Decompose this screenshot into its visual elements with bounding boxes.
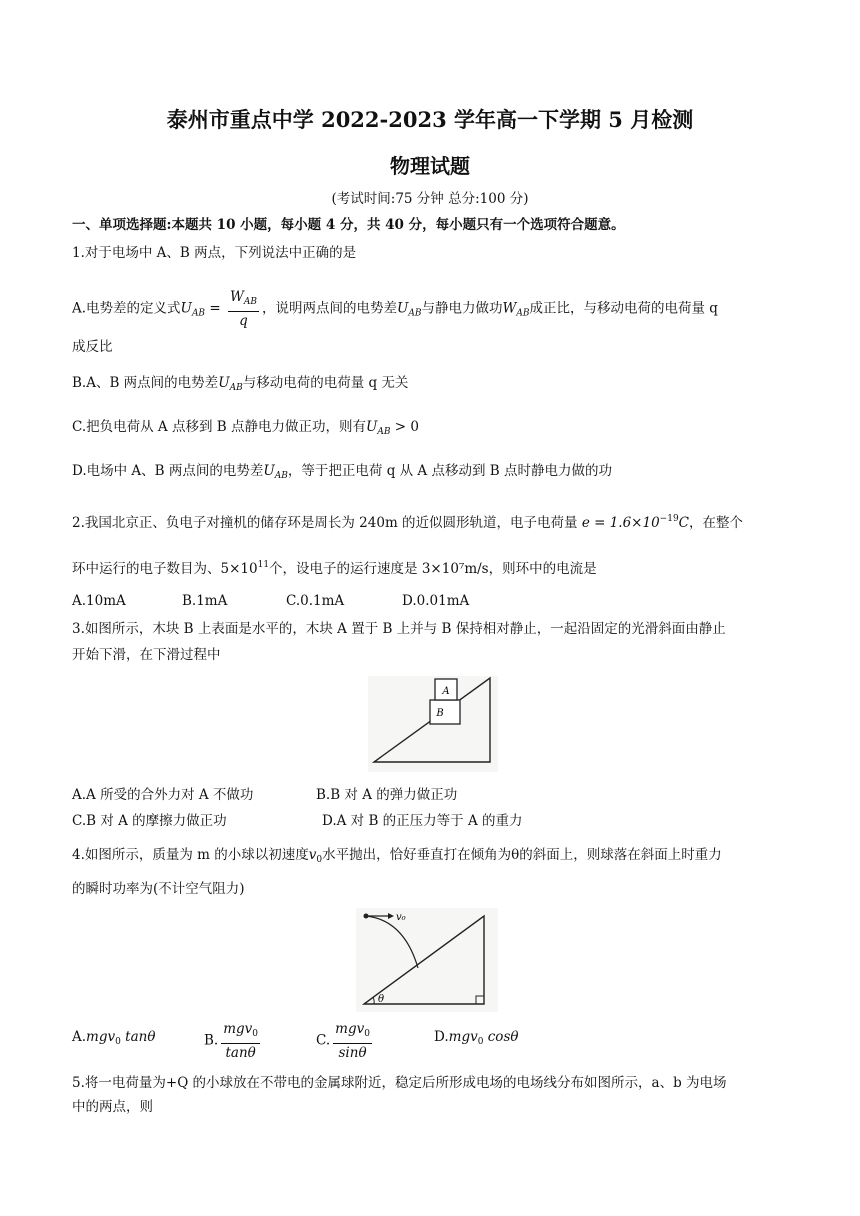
q1-b-tail: 与移动电荷的电荷量 q 无关	[242, 375, 409, 391]
q1-c-prefix: C.把负电荷从 A 点移到 B 点静电力做正功，则有	[72, 419, 366, 435]
q2-charge: e = 1.6×10	[581, 515, 660, 531]
q4-a-tail: tanθ	[125, 1029, 156, 1045]
q4-c-sub: 0	[364, 1029, 370, 1039]
q4-b-num: mgv	[223, 1021, 253, 1037]
q2-charge-unit: C	[678, 515, 690, 531]
formula-w-sub: AB	[243, 297, 257, 307]
q4-a-label: A.	[72, 1029, 87, 1045]
q1-option-c	[72, 418, 419, 441]
q3-option-c: C.B 对 A 的摩擦力做正功	[72, 813, 227, 829]
q4-c-label: C.	[316, 1032, 331, 1049]
q2-line2-tail: 个，设电子的运行速度是 3×10⁷m/s，则环中的电流是	[269, 561, 597, 577]
block-b-label: B	[436, 708, 444, 719]
q4-b-label: B.	[204, 1032, 219, 1049]
formula-u-5: U	[263, 463, 275, 479]
page-subtitle: 物理试题	[390, 154, 470, 178]
q4-a-expr: mgv	[86, 1029, 116, 1045]
q5-line1: 5.将一电荷量为+Q 的小球放在不带电的金属球附近，稳定后所形成电场的电场线分布如图所示，a、b 为电场	[72, 1075, 727, 1091]
q1-a-mid2: 与静电力做功	[421, 300, 503, 317]
q3-line2: 开始下滑，在下滑过程中	[72, 647, 221, 663]
q4-b-den: tanθ	[225, 1045, 256, 1061]
q4-v0: v	[308, 847, 317, 863]
block-b	[430, 700, 460, 724]
q2-option-c: C.0.1mA	[286, 593, 345, 609]
q4-c-den: sinθ	[338, 1045, 367, 1061]
q4-line1	[72, 846, 722, 869]
formula-u-3: U	[218, 375, 230, 391]
q4-a-sub: 0	[115, 1037, 121, 1047]
q2-count-exp: 11	[257, 560, 270, 570]
formula-ab-sub-2: AB	[408, 308, 422, 319]
q1-b-prefix: B.A、B 两点间的电势差	[72, 375, 219, 391]
q4-c-fraction	[333, 1020, 372, 1062]
q4-d-expr: mgv	[448, 1029, 478, 1045]
q1-option-d	[72, 462, 612, 485]
q1-a-mid: ，说明两点间的电势差	[261, 300, 397, 317]
q4-option-d	[434, 1028, 519, 1051]
q1-c-tail: > 0	[394, 419, 419, 435]
equals-sign: =	[209, 300, 221, 317]
q2-option-a: A.10mA	[72, 593, 126, 609]
q4-c-num: mgv	[335, 1021, 365, 1037]
exam-info: (考试时间:75 分钟 总分:100 分)	[331, 191, 529, 207]
formula-u: U	[180, 300, 192, 317]
q2-line2	[72, 556, 597, 578]
q2-line2-prefix: 环中运行的电子数目为、	[72, 561, 221, 577]
q4-option-b	[204, 1020, 263, 1062]
q4-option-a	[72, 1028, 155, 1051]
q4-v0-sub: 0	[316, 855, 323, 865]
q2-line1-tail: ，在整个	[689, 515, 744, 531]
projectile-figure	[356, 908, 498, 1012]
q4-b-sub: 0	[252, 1029, 259, 1039]
formula-ab-sub: AB	[191, 308, 206, 319]
q1-a-continuation: 成反比	[72, 339, 113, 355]
incline-figure	[368, 676, 498, 772]
q1-d-prefix: D.电场中 A、B 两点间的电势差	[72, 463, 264, 479]
page-title: 泰州市重点中学 2022-2023 学年高一下学期 5 月检测	[166, 107, 694, 132]
formula-u-4: U	[365, 419, 378, 435]
q3-line1: 3.如图所示，木块 B 上表面是水平的，木块 A 置于 B 上并与 B 保持相对静止，一起沿固定的光滑斜面由静止	[72, 621, 726, 637]
q1-stem: 1.对于电场中 A、B 两点，下列说法中正确的是	[72, 245, 357, 261]
q2-count: 5×10	[220, 561, 258, 577]
q2-line1-prefix: 2.我国北京正、负电子对撞机的储存环是周长为 240m 的近似圆形轨道，电子电荷量	[72, 515, 578, 531]
q2-charge-exp: −19	[659, 514, 679, 524]
formula-q: q	[239, 313, 248, 329]
section-heading: 一、单项选择题:本题共 10 小题，每小题 4 分，共 40 分，每小题只有一个选项符合题意。	[72, 217, 625, 233]
q4-line1-tail: 水平抛出，恰好垂直打在倾角为θ的斜面上，则球落在斜面上时重力	[322, 847, 722, 863]
q5-line2: 中的两点，则	[72, 1099, 153, 1115]
q4-line1-prefix: 4.如图所示，质量为 m 的小球以初速度	[72, 847, 309, 863]
q4-line2: 的瞬时功率为(不计空气阻力)	[72, 881, 245, 897]
q3-option-d: D.A 对 B 的正压力等于 A 的重力	[322, 813, 523, 829]
formula-w-sub-2: AB	[516, 308, 530, 319]
formula-w-2: W	[502, 300, 517, 317]
q3-option-a: A.A 所受的合外力对 A 不做功	[72, 787, 254, 803]
q4-d-tail: cosθ	[487, 1029, 519, 1045]
q1-option-a	[72, 288, 718, 330]
q4-d-sub: 0	[477, 1037, 484, 1047]
formula-fraction	[228, 288, 259, 330]
q3-option-b: B.B 对 A 的弹力做正功	[316, 787, 458, 803]
q2-line1	[72, 510, 743, 532]
q2-option-d: D.0.01mA	[402, 593, 470, 609]
q1-a-prefix: A.电势差的定义式	[72, 300, 181, 317]
q4-b-fraction	[221, 1020, 260, 1062]
formula-w: W	[229, 289, 244, 305]
theta-label: θ	[378, 994, 385, 1005]
q1-d-tail: ，等于把正电荷 q 从 A 点移动到 B 点时静电力做的功	[287, 463, 612, 479]
formula-u-2: U	[396, 300, 409, 317]
q1-option-b	[72, 374, 408, 397]
q1-a-tail: 成正比，与移动电荷的电荷量 q	[529, 300, 718, 317]
formula-ab-sub-3: AB	[229, 383, 243, 393]
q2-option-b: B.1mA	[182, 593, 228, 609]
formula-ab-sub-4: AB	[377, 427, 391, 437]
formula-ab-sub-5: AB	[274, 471, 288, 481]
block-a-label: A	[442, 686, 450, 697]
q4-option-c	[316, 1020, 375, 1062]
v0-label: v₀	[396, 912, 406, 923]
q4-d-label: D.	[434, 1029, 449, 1045]
